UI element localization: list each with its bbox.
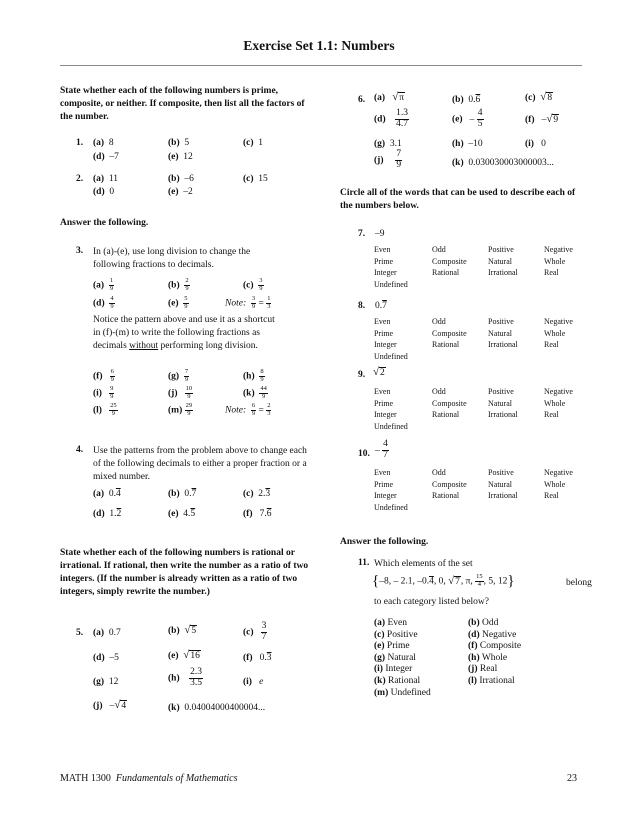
- word-prime: Prime: [374, 398, 394, 408]
- word-composite: Composite: [432, 479, 467, 489]
- word-even: Even: [374, 245, 391, 254]
- problem-6b: (b) 0.6: [452, 95, 481, 105]
- problem-5j: (j) –√4: [93, 699, 127, 711]
- footer-course: MATH 1300 Fundamentals of Mathematics: [60, 773, 238, 784]
- word-even: Even: [374, 317, 391, 326]
- problem-4d: (d) 1.2: [93, 509, 122, 519]
- problem-9-word-grid: [374, 386, 594, 434]
- problem-6j: (j) $\frac{7}{9}$: [374, 149, 402, 170]
- word-negative: Negative: [544, 317, 573, 326]
- problem-7-number: 7.: [358, 229, 366, 239]
- problem-5f: (f) 0.3: [243, 653, 272, 663]
- problem-6k: (k) 0.030030003000003...: [452, 158, 554, 168]
- section2-heading: Answer the following.: [60, 218, 149, 228]
- problem-6e: (e) – $\frac{4}{5}$: [452, 108, 483, 129]
- problem-10-word-grid: [374, 467, 594, 515]
- problem-6d: (d) $\frac{1.3}{4.7}$: [374, 108, 408, 129]
- problem-6c: (c) √8: [525, 91, 553, 103]
- word-undefined: Undefined: [374, 351, 408, 361]
- problem-3f: (f) $\frac{6}{9}$: [93, 368, 114, 383]
- problem-4c: (c) 2.3: [243, 489, 271, 499]
- section5-heading: Answer the following.: [340, 537, 429, 547]
- problem-2c: (c) 15: [243, 174, 268, 184]
- problem-8-value: 0.7: [375, 301, 387, 311]
- problem-3-note-2: Note: $\frac{6}{9}$ = $\frac{2}{3}$: [225, 402, 271, 417]
- word-positive: Positive: [488, 387, 514, 396]
- word-whole: Whole: [544, 328, 566, 338]
- problem-1d: (d) –7: [93, 152, 119, 162]
- word-odd: Odd: [432, 387, 446, 396]
- problem-5d: (d) –5: [93, 653, 119, 663]
- problem-4b: (b) 0.7: [168, 489, 197, 499]
- problem-8-number: 8.: [358, 301, 366, 311]
- category-item: (l) Irrational: [468, 675, 515, 686]
- category-item: (a) Even: [374, 618, 407, 628]
- word-rational: Rational: [432, 491, 460, 500]
- word-even: Even: [374, 468, 391, 477]
- problem-4-number: 4.: [76, 445, 84, 455]
- category-item: (m) Undefined: [374, 687, 431, 698]
- word-integer: Integer: [374, 491, 397, 500]
- word-composite: Composite: [432, 328, 467, 338]
- problem-9-number: 9.: [358, 370, 366, 380]
- problem-10-number: 10.: [358, 449, 370, 459]
- problem-6i: (i) 0: [525, 139, 546, 149]
- problem-5a: (a) 0.7: [93, 628, 121, 638]
- problem-5b: (b) √5: [168, 624, 197, 636]
- word-whole: Whole: [544, 479, 566, 489]
- problem-3i: (i) $\frac{9}{9}$: [93, 385, 114, 400]
- word-whole: Whole: [544, 256, 566, 266]
- word-odd: Odd: [432, 245, 446, 254]
- problem-6f: (f) –√9: [525, 113, 559, 125]
- category-item: (b) Odd: [468, 618, 499, 628]
- problem-11-belong: belong: [566, 578, 592, 588]
- problem-4f: (f) 7.6: [243, 509, 272, 519]
- problem-11-set: {–8, – 2.1, –0.4, 0, √7, π, $\frac{15}{4}$ , 5, 12}: [372, 573, 515, 589]
- problem-1c: (c) 1: [243, 138, 264, 148]
- problem-3-number: 3.: [76, 246, 84, 256]
- word-integer: Integer: [374, 410, 397, 419]
- problem-11-categories-right: [468, 618, 568, 688]
- problem-4-text: Use the patterns from the problem above to change each of the following decimals to either a proper fraction or a mixed number.: [93, 446, 307, 482]
- problem-2-number: 2.: [76, 174, 84, 184]
- word-real: Real: [544, 491, 559, 500]
- word-odd: Odd: [432, 468, 446, 477]
- problem-5i: (i) e: [243, 677, 264, 687]
- word-undefined: Undefined: [374, 502, 408, 512]
- word-even: Even: [374, 387, 391, 396]
- problem-4e: (e) 4.5: [168, 509, 196, 519]
- problem-7-value: –9: [375, 229, 385, 239]
- word-prime: Prime: [374, 328, 394, 338]
- problem-2b: (b) –6: [168, 174, 194, 184]
- word-undefined: Undefined: [374, 279, 408, 289]
- problem-3l: (l) $\frac{25}{9}$: [93, 402, 117, 417]
- problem-2d: (d) 0: [93, 187, 115, 197]
- word-negative: Negative: [544, 468, 573, 477]
- word-whole: Whole: [544, 398, 566, 408]
- word-prime: Prime: [374, 256, 394, 266]
- word-real: Real: [544, 268, 559, 277]
- word-prime: Prime: [374, 479, 394, 489]
- footer-page-number: 23: [567, 773, 577, 784]
- word-natural: Natural: [488, 479, 512, 489]
- problem-6a: (a) √π: [374, 91, 405, 103]
- problem-6g: (g) 3.1: [374, 139, 402, 149]
- word-negative: Negative: [544, 387, 573, 396]
- problem-2a: (a) 11: [93, 174, 118, 184]
- problem-5-number: 5.: [76, 628, 84, 638]
- word-rational: Rational: [432, 410, 460, 419]
- word-irrational: Irrational: [488, 340, 518, 349]
- word-odd: Odd: [432, 317, 446, 326]
- word-natural: Natural: [488, 398, 512, 408]
- section4-heading: Circle all of the words that can be used to describe each of the numbers below.: [340, 188, 576, 211]
- word-positive: Positive: [488, 245, 514, 254]
- problem-5c: (c) $\frac{3}{7}$: [243, 621, 267, 642]
- section3-heading: State whether each of the following numbers is rational or irrational. If rational, then write the number as a ratio of two integers. (If the number is already written as a ratio of two integers, simply rewrite the number.): [60, 548, 309, 597]
- problem-3-note-1: Note: $\frac{3}{9}$ = $\frac{1}{3}$: [225, 295, 271, 310]
- word-positive: Positive: [488, 468, 514, 477]
- category-item: (e) Prime: [374, 641, 410, 652]
- problem-11-number: 11.: [358, 558, 370, 568]
- problem-9-value: √2: [373, 366, 385, 378]
- word-negative: Negative: [544, 245, 573, 254]
- problem-3e: (e) $\frac{5}{9}$: [168, 295, 188, 310]
- word-rational: Rational: [432, 268, 460, 277]
- word-natural: Natural: [488, 256, 512, 266]
- category-item: (d) Negative: [468, 629, 517, 640]
- problem-3d: (d) $\frac{4}{9}$: [93, 295, 114, 310]
- word-natural: Natural: [488, 328, 512, 338]
- problem-5e: (e) √16: [168, 649, 200, 661]
- category-item: (k) Rational: [374, 675, 421, 686]
- problem-2e: (e) –2: [168, 187, 193, 197]
- problem-5k: (k) 0.04004000400004...: [168, 703, 266, 713]
- word-undefined: Undefined: [374, 421, 408, 431]
- section1-heading: State whether each of the following numbers is prime, composite, or neither. If composite, then list all the factors of the number.: [60, 86, 305, 122]
- category-item: (c) Positive: [374, 629, 418, 640]
- problem-5h: (h) $\frac{2.3}{3.5}$: [168, 667, 202, 688]
- problem-3j: (j) $\frac{10}{9}$: [168, 385, 193, 400]
- problem-3h: (h) $\frac{8}{9}$: [243, 368, 264, 383]
- problem-7-word-grid: [374, 244, 594, 292]
- page-title: Exercise Set 1.1: Numbers: [243, 38, 395, 53]
- word-irrational: Irrational: [488, 268, 518, 277]
- problem-4a: (a) 0.4: [93, 489, 121, 499]
- word-real: Real: [544, 340, 559, 349]
- category-item: (f) Composite: [468, 641, 522, 652]
- category-item: (i) Integer: [374, 664, 413, 675]
- word-positive: Positive: [488, 317, 514, 326]
- problem-3k: (k) $\frac{44}{9}$: [243, 385, 267, 400]
- word-rational: Rational: [432, 340, 460, 349]
- word-real: Real: [544, 410, 559, 419]
- problem-1-number: 1.: [76, 138, 84, 148]
- category-item: (g) Natural: [374, 652, 416, 663]
- problem-3b: (b) $\frac{2}{9}$: [168, 277, 189, 292]
- word-composite: Composite: [432, 256, 467, 266]
- problem-11-categories-left: [374, 618, 474, 699]
- word-integer: Integer: [374, 340, 397, 349]
- problem-3a: (a) $\frac{1}{9}$: [93, 277, 114, 292]
- problem-3g: (g) $\frac{7}{9}$: [168, 368, 189, 383]
- word-integer: Integer: [374, 268, 397, 277]
- problem-3-text: In (a)-(e), use long division to change the following fractions to decimals.: [93, 247, 251, 270]
- word-irrational: Irrational: [488, 410, 518, 419]
- problem-3c: (c) $\frac{3}{9}$: [243, 277, 263, 292]
- problem-6h: (h) –10: [452, 139, 483, 149]
- category-item: (h) Whole: [468, 652, 508, 663]
- problem-10-value: – $\frac{4}{7}$: [375, 439, 388, 460]
- word-composite: Composite: [432, 398, 467, 408]
- problem-3-text2: Notice the pattern above and use it as a shortcut in (f)-(m) to write the following fractions as decimals without performing long division.: [93, 315, 275, 351]
- problem-8-word-grid: [374, 316, 594, 364]
- category-item: (j) Real: [468, 664, 498, 675]
- problem-11-text2: to each category listed below?: [374, 597, 490, 607]
- problem-1e: (e) 12: [168, 152, 193, 162]
- problem-1b: (b) 5: [168, 138, 190, 148]
- title-divider: [60, 65, 582, 66]
- problem-1a: (a) 8: [93, 138, 114, 148]
- problem-3m: (m) $\frac{29}{9}$: [168, 402, 193, 417]
- problem-11-text: Which elements of the set: [374, 559, 473, 569]
- problem-6-number: 6.: [358, 95, 366, 105]
- word-irrational: Irrational: [488, 491, 518, 500]
- problem-5g: (g) 12: [93, 677, 119, 687]
